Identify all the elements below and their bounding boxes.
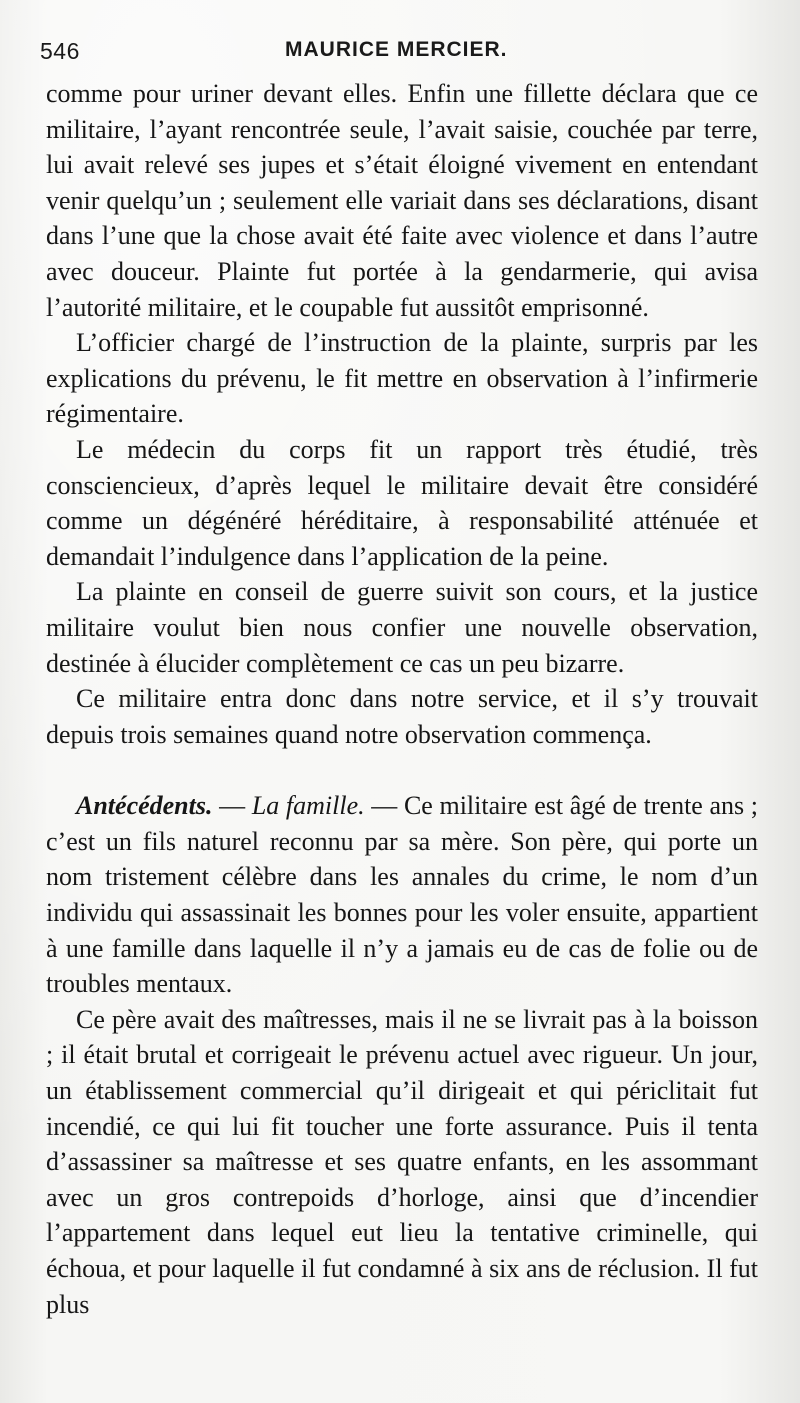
paragraph-7: Ce père avait des maîtresses, mais il ne se livrait pas à la boisson ; il était brutal et corrigeait le prévenu actuel avec rigueur. Un jour, un établissement commercial qu’il dirigeait et qui périclitait fut incendié, ce qui lui fit toucher une forte assurance. Puis il tenta d’assassiner sa maîtresse et ses quatre enfants, en les assommant avec un gros contrepoids d’horloge, ainsi que d’incendier l’appartement dans lequel eut lieu la tentative criminelle, qui échoua, et pour laquelle il fut condamné à six ans de réclusion. Il fut plus bbox=[46, 1004, 758, 1319]
paragraph-6-text: Ce militaire est âgé de trente ans ; c’est un fils naturel reconnu par sa mère. Son père, qui porte un nom tristement célèbre dans les annales du crime, le nom d’un individu qui assassinait les bonnes pour les voler ensuite, appartient à une famille dans laquelle il n’y a jamais eu de cas de folie ou de troubles mentaux. bbox=[46, 791, 759, 999]
heading-dash: — bbox=[364, 791, 404, 821]
body-text bbox=[46, 76, 758, 1322]
page-number: 546 bbox=[40, 38, 80, 64]
paragraph-2: L’officier chargé de l’instruction de la plainte, surpris par les explications du prévenu, le fit mettre en observation à l’infirmerie régimentaire. bbox=[46, 328, 758, 429]
heading-dash: — bbox=[212, 791, 252, 821]
section-spacer bbox=[46, 752, 758, 788]
running-title: MAURICE MERCIER. bbox=[285, 38, 508, 61]
paragraph-4: La plainte en conseil de guerre suivit son cours, et la justice militaire voulut bien nous confier une nouvelle observation, destinée à élucider complètement ce cas un peu bizarre. bbox=[46, 577, 758, 678]
paragraph-antecedents bbox=[46, 788, 758, 1002]
paragraph-1: comme pour uriner devant elles. Enfin une fillette déclara que ce militaire, l’ayant rencontrée seule, l’avait saisie, couchée par terre, lui avait relevé ses jupes et s’était éloigné vivement en entendant venir quelqu’un ; seulement elle variait dans ses déclarations, disant dans l’une que la chose avait été faite avec violence et dans l’autre avec douceur. Plainte fut portée à la gendarmerie, qui avisa l’autorité militaire, et le coupable fut aussitôt emprisonné. bbox=[46, 79, 758, 322]
page-header bbox=[40, 38, 760, 68]
paragraph-3: Le médecin du corps fit un rapport très étudié, très consciencieux, d’après lequel le militaire devait être considéré comme un dégénéré héréditaire, à responsabilité atténuée et demandait l’indulgence dans l’application de la peine. bbox=[46, 434, 758, 571]
subsection-heading: La famille. bbox=[251, 791, 365, 821]
section-heading: Antécédents. bbox=[76, 791, 213, 821]
paragraph-5: Ce militaire entra donc dans notre service, et il s’y trouvait depuis trois semaines quand notre observation commença. bbox=[46, 684, 758, 749]
